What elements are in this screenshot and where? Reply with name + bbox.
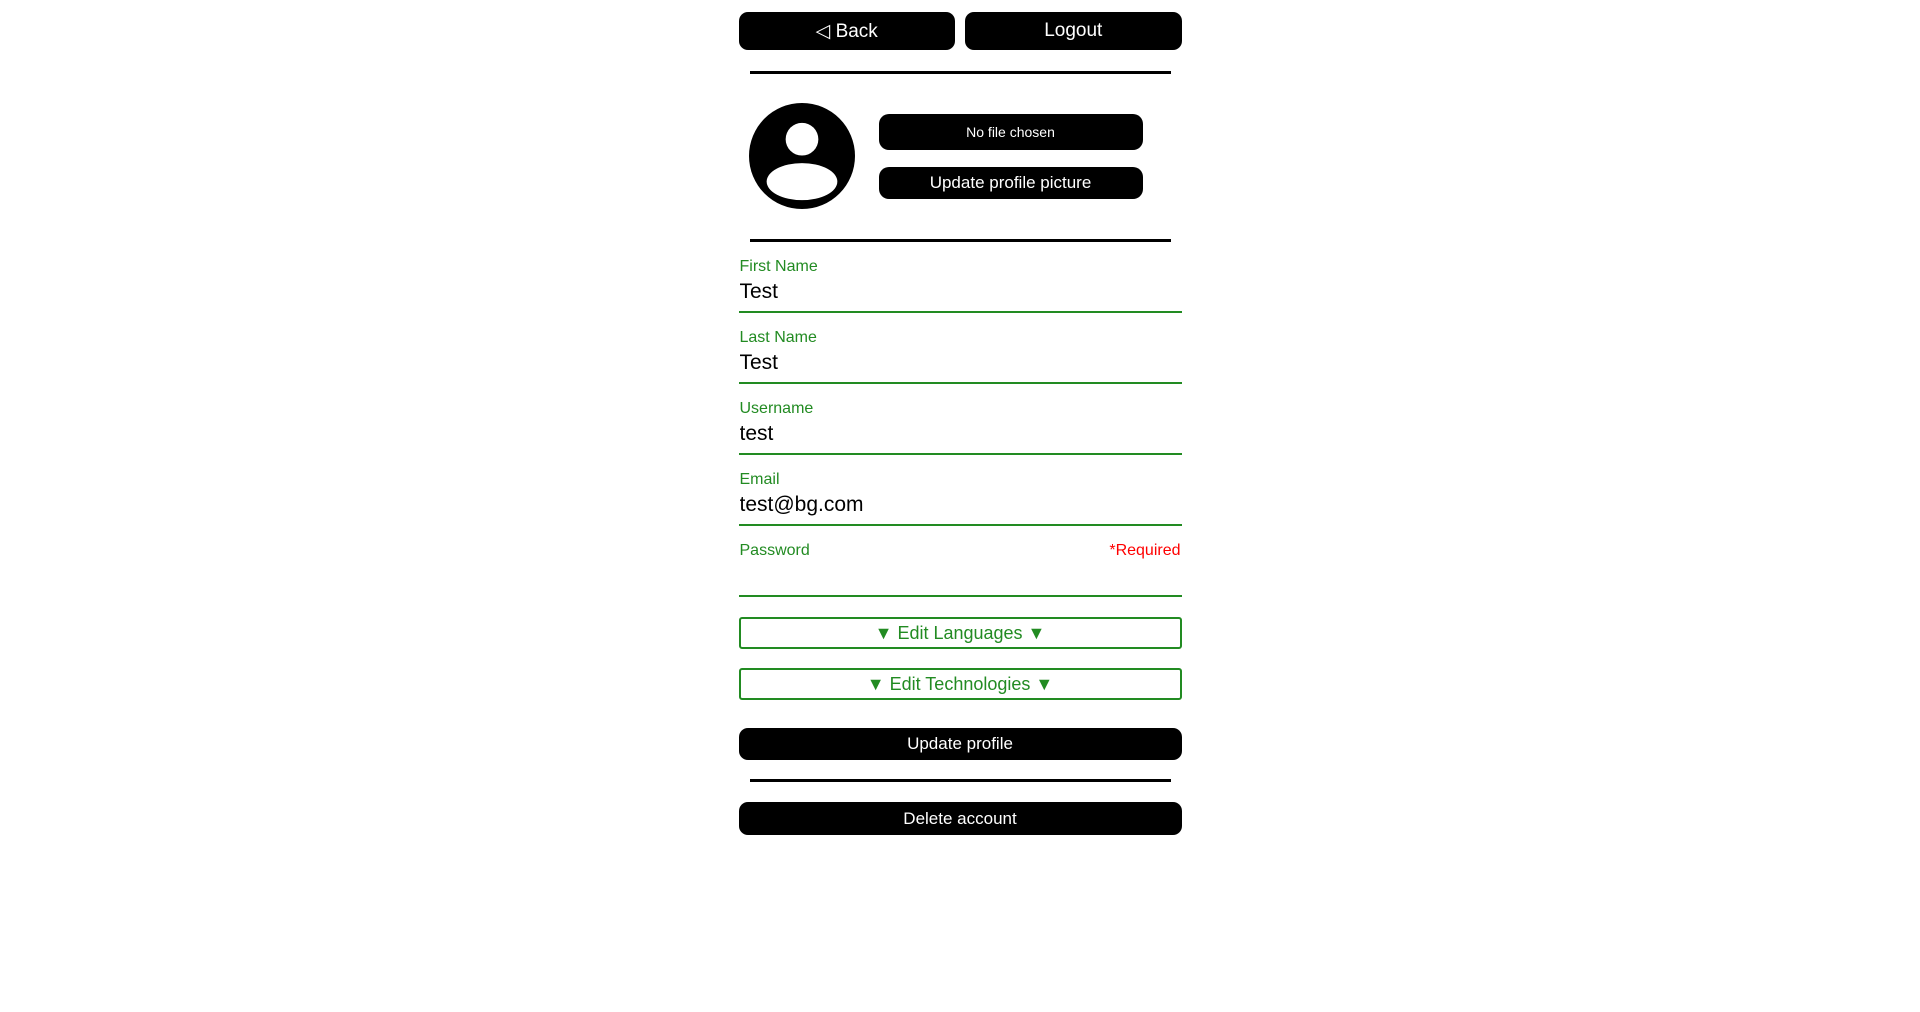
divider xyxy=(750,71,1171,74)
password-label-row xyxy=(739,541,1182,560)
password-input[interactable] xyxy=(739,560,1182,597)
profile-page xyxy=(739,0,1182,835)
email-input[interactable] xyxy=(739,489,1182,526)
profile-picture-file-input[interactable]: No file chosen xyxy=(879,114,1143,150)
last-name-label: Last Name xyxy=(739,329,817,346)
divider xyxy=(750,779,1171,782)
back-button[interactable]: ◁ Back xyxy=(739,12,956,50)
password-field xyxy=(739,526,1182,597)
last-name-field xyxy=(739,313,1182,384)
username-label: Username xyxy=(739,400,814,417)
password-required-note: *Required xyxy=(1109,542,1181,559)
profile-picture-section xyxy=(749,102,1182,210)
delete-account-button[interactable]: Delete account xyxy=(739,802,1182,835)
update-profile-button[interactable]: Update profile xyxy=(739,728,1182,760)
email-label: Email xyxy=(739,471,780,488)
email-field xyxy=(739,455,1182,526)
username-input[interactable] xyxy=(739,418,1182,455)
edit-languages-button[interactable]: ▼ Edit Languages ▼ xyxy=(739,617,1182,649)
password-label: Password xyxy=(739,542,810,559)
first-name-field xyxy=(739,242,1182,313)
edit-technologies-button[interactable]: ▼ Edit Technologies ▼ xyxy=(739,668,1182,700)
username-field xyxy=(739,384,1182,455)
first-name-input[interactable] xyxy=(739,276,1182,313)
header-button-row xyxy=(739,12,1182,50)
update-profile-picture-button[interactable]: Update profile picture xyxy=(879,167,1143,199)
profile-picture-controls xyxy=(879,114,1143,210)
last-name-input[interactable] xyxy=(739,347,1182,384)
first-name-label: First Name xyxy=(739,258,818,275)
person-avatar-icon xyxy=(749,102,855,210)
logout-button[interactable]: Logout xyxy=(965,12,1182,50)
